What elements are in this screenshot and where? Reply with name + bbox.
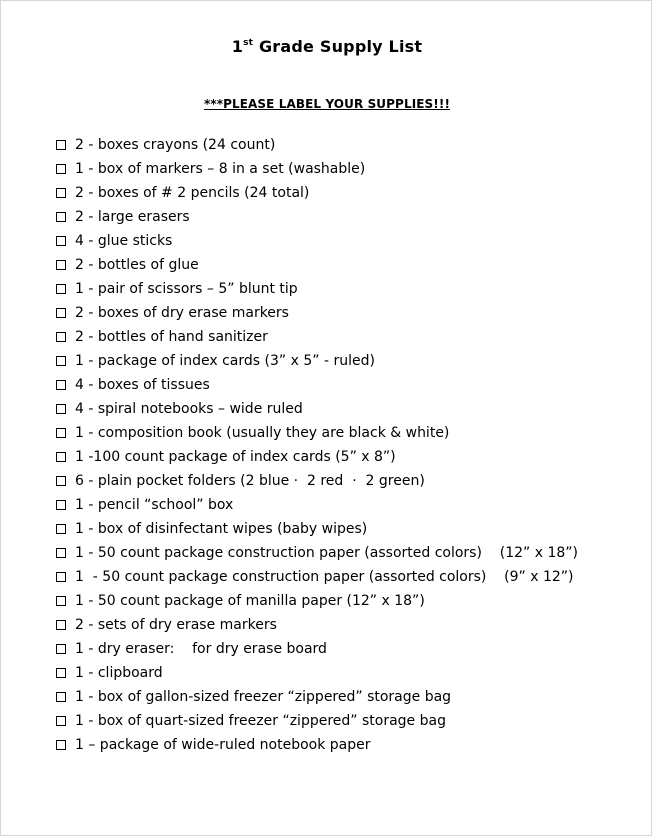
- supply-item-text: 1 - box of markers – 8 in a set (washable): [75, 161, 366, 177]
- supply-item-text: 2 - bottles of hand sanitizer: [75, 329, 268, 345]
- checkbox-icon[interactable]: [56, 620, 66, 630]
- supply-item: [56, 373, 636, 397]
- supply-item: [56, 301, 636, 325]
- supply-item-text: 2 - large erasers: [75, 209, 190, 225]
- supply-item: [56, 469, 636, 493]
- supply-item: [56, 229, 636, 253]
- supply-item: [56, 613, 636, 637]
- supply-item: [56, 733, 636, 757]
- supply-item: [56, 541, 636, 565]
- checkbox-icon[interactable]: [56, 716, 66, 726]
- supply-item-text: 1 - clipboard: [75, 665, 163, 681]
- supply-item: [56, 445, 636, 469]
- supply-item-text: 1 - pair of scissors – 5” blunt tip: [75, 281, 298, 297]
- supply-list: [56, 133, 636, 757]
- supply-item-text: 6 - plain pocket folders (2 blue · 2 red · 2 green): [75, 473, 425, 489]
- checkbox-icon[interactable]: [56, 356, 66, 366]
- supply-item: [56, 493, 636, 517]
- supply-item: [56, 349, 636, 373]
- checkbox-icon[interactable]: [56, 164, 66, 174]
- supply-item: [56, 157, 636, 181]
- supply-item: [56, 685, 636, 709]
- supply-item-text: 1 - composition book (usually they are black & white): [75, 425, 450, 441]
- checkbox-icon[interactable]: [56, 644, 66, 654]
- supply-item: [56, 565, 636, 589]
- checkbox-icon[interactable]: [56, 668, 66, 678]
- page-title: [1, 37, 652, 56]
- supply-item-text: 1 - pencil “school” box: [75, 497, 234, 513]
- title-superscript: st: [243, 38, 254, 48]
- supply-item: [56, 181, 636, 205]
- supply-item-text: 1 - 50 count package construction paper (assorted colors) (9” x 12”): [75, 569, 574, 585]
- supply-item: [56, 637, 636, 661]
- supply-item: [56, 709, 636, 733]
- checkbox-icon[interactable]: [56, 332, 66, 342]
- checkbox-icon[interactable]: [56, 236, 66, 246]
- supply-item-text: 1 - 50 count package of manilla paper (12” x 18”): [75, 593, 425, 609]
- checkbox-icon[interactable]: [56, 284, 66, 294]
- checkbox-icon[interactable]: [56, 428, 66, 438]
- checkbox-icon[interactable]: [56, 692, 66, 702]
- supply-item-text: 4 - spiral notebooks – wide ruled: [75, 401, 303, 417]
- checkbox-icon[interactable]: [56, 188, 66, 198]
- supply-item-text: 1 -100 count package of index cards (5” x 8”): [75, 449, 396, 465]
- supply-item-text: 4 - glue sticks: [75, 233, 173, 249]
- checkbox-icon[interactable]: [56, 596, 66, 606]
- supply-item-text: 1 - 50 count package construction paper (assorted colors) (12” x 18”): [75, 545, 578, 561]
- supply-item-text: 2 - sets of dry erase markers: [75, 617, 277, 633]
- supply-item-text: 1 - box of quart-sized freezer “zippered” storage bag: [75, 713, 446, 729]
- checkbox-icon[interactable]: [56, 380, 66, 390]
- checkbox-icon[interactable]: [56, 740, 66, 750]
- supply-item: [56, 277, 636, 301]
- checkbox-icon[interactable]: [56, 524, 66, 534]
- title-rest: Grade Supply List: [253, 37, 423, 56]
- supply-item: [56, 325, 636, 349]
- supply-item: [56, 421, 636, 445]
- supply-item-text: 1 - dry eraser: for dry erase board: [75, 641, 327, 657]
- checkbox-icon[interactable]: [56, 308, 66, 318]
- checkbox-icon[interactable]: [56, 548, 66, 558]
- page-subtitle: ***PLEASE LABEL YOUR SUPPLIES!!!: [203, 97, 451, 111]
- supply-item: [56, 589, 636, 613]
- supply-item: [56, 133, 636, 157]
- supply-item-text: 2 - bottles of glue: [75, 257, 199, 273]
- checkbox-icon[interactable]: [56, 212, 66, 222]
- supply-item-text: 4 - boxes of tissues: [75, 377, 210, 393]
- checkbox-icon[interactable]: [56, 572, 66, 582]
- supply-item-text: 2 - boxes of dry erase markers: [75, 305, 289, 321]
- supply-item-text: 1 - box of disinfectant wipes (baby wipes): [75, 521, 368, 537]
- supply-item: [56, 397, 636, 421]
- supply-item: [56, 517, 636, 541]
- checkbox-icon[interactable]: [56, 500, 66, 510]
- supply-item-text: 2 - boxes crayons (24 count): [75, 137, 276, 153]
- checkbox-icon[interactable]: [56, 140, 66, 150]
- supply-item: [56, 661, 636, 685]
- supply-item: [56, 205, 636, 229]
- checkbox-icon[interactable]: [56, 260, 66, 270]
- checkbox-icon[interactable]: [56, 452, 66, 462]
- supply-item-text: 2 - boxes of # 2 pencils (24 total): [75, 185, 310, 201]
- checkbox-icon[interactable]: [56, 404, 66, 414]
- checkbox-icon[interactable]: [56, 476, 66, 486]
- supply-item: [56, 253, 636, 277]
- title-prefix: 1: [231, 37, 244, 56]
- supply-item-text: 1 – package of wide-ruled notebook paper: [75, 737, 371, 753]
- supply-item-text: 1 - package of index cards (3” x 5” - ruled): [75, 353, 375, 369]
- supply-item-text: 1 - box of gallon-sized freezer “zippered” storage bag: [75, 689, 452, 705]
